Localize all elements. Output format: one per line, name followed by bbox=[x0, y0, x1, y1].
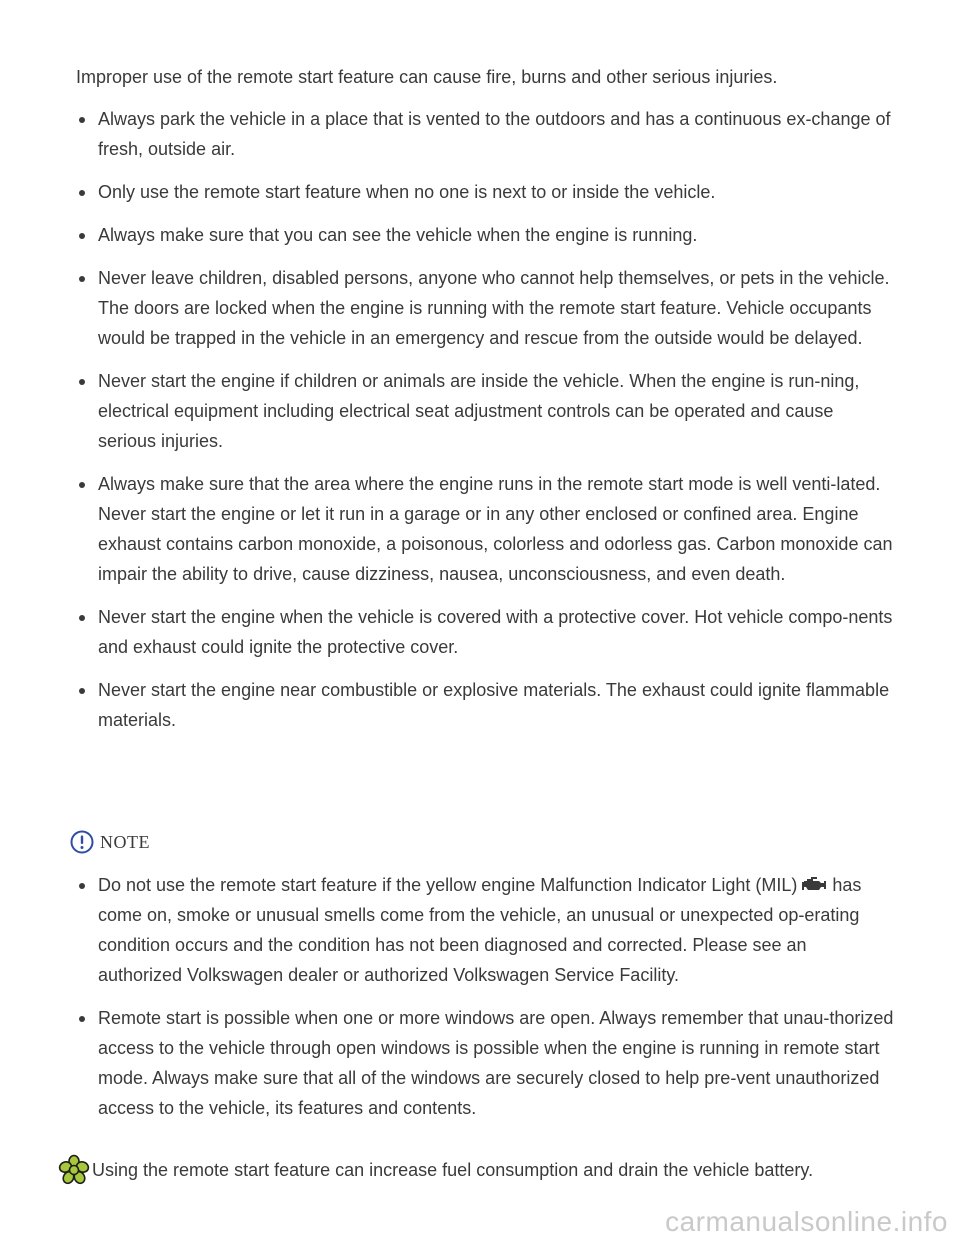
note-heading bbox=[70, 830, 150, 854]
note-label: NOTE bbox=[100, 831, 150, 852]
environment-note bbox=[58, 1154, 813, 1186]
note-text-part: Do not use the remote start feature if the yellow engine Malfunction Indicator Light (MIL) bbox=[98, 875, 798, 895]
warning-list bbox=[74, 104, 894, 748]
watermark: carmanualsonline.info bbox=[665, 1206, 948, 1237]
list-item: Always make sure that you can see the vehicle when the engine is running. bbox=[74, 220, 894, 250]
list-item: Never leave children, disabled persons, anyone who cannot help themselves, or pets in the vehicle. The doors are locked when the engine is running with the remote start feature. Vehicle occupants would be trapped in the vehicle in an emergency and rescue from the outside would be delayed. bbox=[74, 263, 894, 353]
environment-text: Using the remote start feature can increase fuel consumption and drain the vehicle battery. bbox=[92, 1160, 814, 1180]
list-item: Never start the engine near combustible or explosive materials. The exhaust could ignite flammable materials. bbox=[74, 675, 894, 735]
list-item: Remote start is possible when one or more windows are open. Always remember that unau-thorized access to the vehicle through open windows is possible when the engine is running in remote start mode. Always make sure that all of the windows are securely closed to help pre-vent unauthorized access to the vehicle, its features and contents. bbox=[74, 1003, 894, 1123]
environment-flower-icon bbox=[58, 1154, 90, 1186]
list-item: Never start the engine when the vehicle is covered with a protective cover. Hot vehicle compo-nents and exhaust could ignite the protective cover. bbox=[74, 602, 894, 662]
note-text-part: has come on, smoke or unusual smells come from the vehicle, an unusual or unexpected op-erating condition occurs and the condition has not been diagnosed and corrected. Please see an authorized Volkswagen dealer or authorized Volkswagen Service Facility. bbox=[98, 875, 862, 985]
engine-malfunction-icon bbox=[801, 872, 827, 890]
list-item: Always make sure that the area where the engine runs in the remote start mode is well venti-lated. Never start the engine or let it run in a garage or in any other enclosed or confined area. Engine exhaust contains carbon monoxide, a poisonous, colorless and odorless gas. Carbon monoxide can impair the ability to drive, cause dizziness, nausea, unconsciousness, and even death. bbox=[74, 469, 894, 589]
list-item: Only use the remote start feature when no one is next to or inside the vehicle. bbox=[74, 177, 894, 207]
exclamation-circle-icon bbox=[70, 830, 94, 854]
list-item: Always park the vehicle in a place that is vented to the outdoors and has a continuous ex-change of fresh, outside air. bbox=[74, 104, 894, 164]
list-item: Never start the engine if children or animals are inside the vehicle. When the engine is run-ning, electrical equipment including electrical seat adjustment controls can be operated and cause serious injuries. bbox=[74, 366, 894, 456]
list-item bbox=[74, 870, 894, 990]
warning-intro: Improper use of the remote start feature can cause fire, burns and other serious injuries. bbox=[76, 67, 778, 87]
note-list bbox=[74, 870, 894, 1136]
